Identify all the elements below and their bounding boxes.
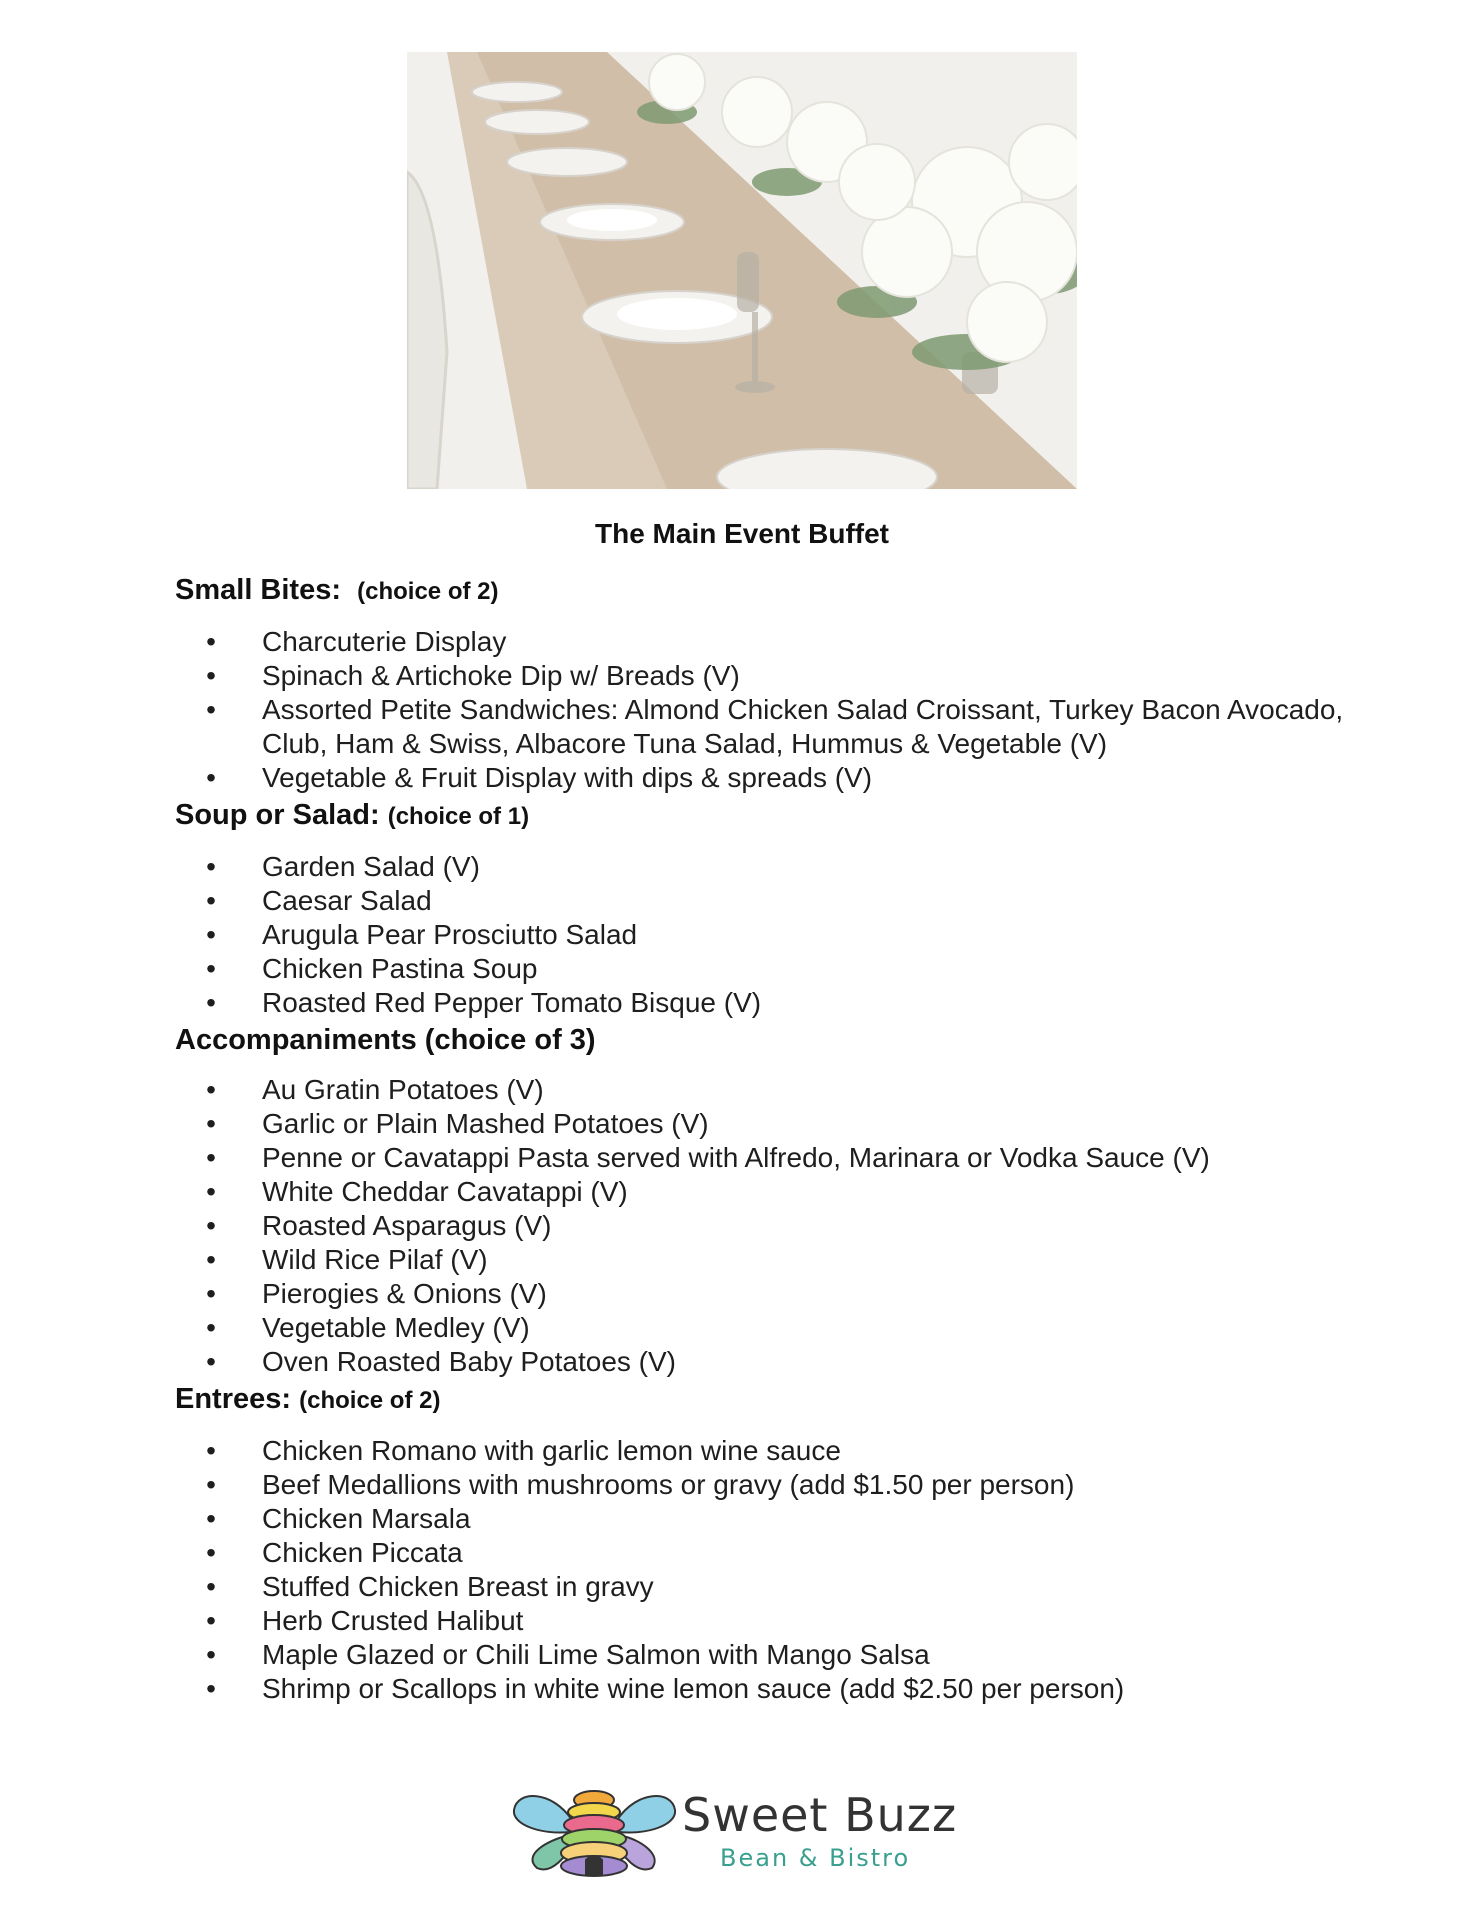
bullet-icon: • <box>206 694 216 725</box>
list-item <box>175 1536 1375 1570</box>
item-text: Chicken Romano with garlic lemon wine sauce <box>262 1435 841 1466</box>
list-item <box>175 1502 1375 1536</box>
item-text: Charcuterie Display <box>262 626 507 657</box>
list-item <box>175 1638 1375 1672</box>
item-text: Oven Roasted Baby Potatoes (V) <box>262 1346 676 1377</box>
item-text: Maple Glazed or Chili Lime Salmon with Mango Salsa <box>262 1639 930 1670</box>
bullet-icon: • <box>206 1469 216 1500</box>
item-text: Assorted Petite Sandwiches: Almond Chicken Salad Croissant, Turkey Bacon Avocado, Club, Ham & Swiss, Albacore Tuna Salad, Hummus & Vegetable (V) <box>262 694 1344 759</box>
item-text: Vegetable Medley (V) <box>262 1312 530 1343</box>
bullet-icon: • <box>206 1210 216 1241</box>
bullet-icon: • <box>206 1435 216 1466</box>
list-item <box>175 884 1375 918</box>
bullet-icon: • <box>206 919 216 950</box>
logo-brand-name: Sweet Buzz <box>682 1788 958 1842</box>
item-list <box>175 850 1375 1020</box>
list-item <box>175 1604 1375 1638</box>
list-item <box>175 1243 1375 1277</box>
item-text: Stuffed Chicken Breast in gravy <box>262 1571 654 1602</box>
list-item <box>175 918 1375 952</box>
list-item <box>175 1277 1375 1311</box>
item-text: Chicken Marsala <box>262 1503 471 1534</box>
bullet-icon: • <box>206 762 216 793</box>
list-item <box>175 1311 1375 1345</box>
list-item <box>175 1141 1375 1175</box>
bullet-icon: • <box>206 1503 216 1534</box>
list-item <box>175 850 1375 884</box>
section-title: Accompaniments (choice of 3) <box>175 1024 596 1056</box>
logo-tagline: Bean & Bistro <box>720 1844 911 1872</box>
menu-content <box>175 570 1375 1706</box>
bee-hive-logo-icon <box>512 1780 677 1880</box>
item-text: Spinach & Artichoke Dip w/ Breads (V) <box>262 660 740 691</box>
section-note: (choice of 2) <box>357 578 499 605</box>
section-note: (choice of 1) <box>387 803 530 830</box>
bullet-icon: • <box>206 1142 216 1173</box>
item-text: Vegetable & Fruit Display with dips & spreads (V) <box>262 762 873 793</box>
item-text: White Cheddar Cavatappi (V) <box>262 1176 628 1207</box>
item-text: Garden Salad (V) <box>262 851 480 882</box>
bullet-icon: • <box>206 1571 216 1602</box>
page-title: The Main Event Buffet <box>594 518 889 549</box>
bullet-icon: • <box>206 1537 216 1568</box>
list-item <box>175 1175 1375 1209</box>
section-title: Entrees: <box>175 1383 292 1415</box>
item-text: Caesar Salad <box>262 885 432 916</box>
section-heading <box>175 570 1375 612</box>
bullet-icon: • <box>206 1176 216 1207</box>
bullet-icon: • <box>206 1673 216 1704</box>
list-item <box>175 1107 1375 1141</box>
section-heading <box>175 795 1375 837</box>
list-item <box>175 1209 1375 1243</box>
item-text: Pierogies & Onions (V) <box>262 1278 547 1309</box>
bullet-icon: • <box>206 1312 216 1343</box>
item-text: Herb Crusted Halibut <box>262 1605 524 1636</box>
section-title: Soup or Salad: <box>175 799 380 831</box>
item-text: Arugula Pear Prosciutto Salad <box>262 919 638 950</box>
list-item <box>175 659 1375 693</box>
section-soup-or-salad <box>175 795 1375 1020</box>
bullet-icon: • <box>206 626 216 657</box>
section-heading <box>175 1379 1375 1421</box>
section-heading <box>175 1020 1375 1060</box>
list-item <box>175 1570 1375 1604</box>
item-list <box>175 625 1375 795</box>
section-accompaniments <box>175 1020 1375 1379</box>
list-item <box>175 1345 1375 1379</box>
bullet-icon: • <box>206 851 216 882</box>
bullet-icon: • <box>206 953 216 984</box>
item-text: Au Gratin Potatoes (V) <box>262 1074 544 1105</box>
bullet-icon: • <box>206 1346 216 1377</box>
item-text: Chicken Pastina Soup <box>262 953 538 984</box>
item-list <box>175 1434 1375 1706</box>
list-item <box>175 625 1375 659</box>
list-item <box>175 1073 1375 1107</box>
item-text: Garlic or Plain Mashed Potatoes (V) <box>262 1108 709 1139</box>
list-item <box>175 761 1375 795</box>
bullet-icon: • <box>206 1108 216 1139</box>
item-text: Wild Rice Pilaf (V) <box>262 1244 488 1275</box>
bullet-icon: • <box>206 1074 216 1105</box>
item-text: Roasted Asparagus (V) <box>262 1210 552 1241</box>
section-entrees <box>175 1379 1375 1706</box>
list-item <box>175 986 1375 1020</box>
item-text: Penne or Cavatappi Pasta served with Alfredo, Marinara or Vodka Sauce (V) <box>262 1142 1210 1173</box>
item-text: Roasted Red Pepper Tomato Bisque (V) <box>262 987 762 1018</box>
table-setting-photo <box>407 52 1077 489</box>
list-item <box>175 1672 1375 1706</box>
item-text: Beef Medallions with mushrooms or gravy (add $1.50 per person) <box>262 1469 1075 1500</box>
bullet-icon: • <box>206 1244 216 1275</box>
bullet-icon: • <box>206 1278 216 1309</box>
sweet-buzz-logo <box>512 1780 972 1880</box>
section-title: Small Bites: <box>175 574 341 606</box>
list-item <box>175 952 1375 986</box>
bullet-icon: • <box>206 1639 216 1670</box>
section-note: (choice of 2) <box>299 1387 441 1414</box>
item-text: Shrimp or Scallops in white wine lemon sauce (add $2.50 per person) <box>262 1673 1125 1704</box>
item-text: Chicken Piccata <box>262 1537 463 1568</box>
list-item <box>175 1468 1375 1502</box>
list-item <box>175 693 1375 761</box>
bullet-icon: • <box>206 987 216 1018</box>
bullet-icon: • <box>206 660 216 691</box>
bullet-icon: • <box>206 885 216 916</box>
item-list <box>175 1073 1375 1379</box>
bullet-icon: • <box>206 1605 216 1636</box>
section-small-bites <box>175 570 1375 795</box>
list-item <box>175 1434 1375 1468</box>
